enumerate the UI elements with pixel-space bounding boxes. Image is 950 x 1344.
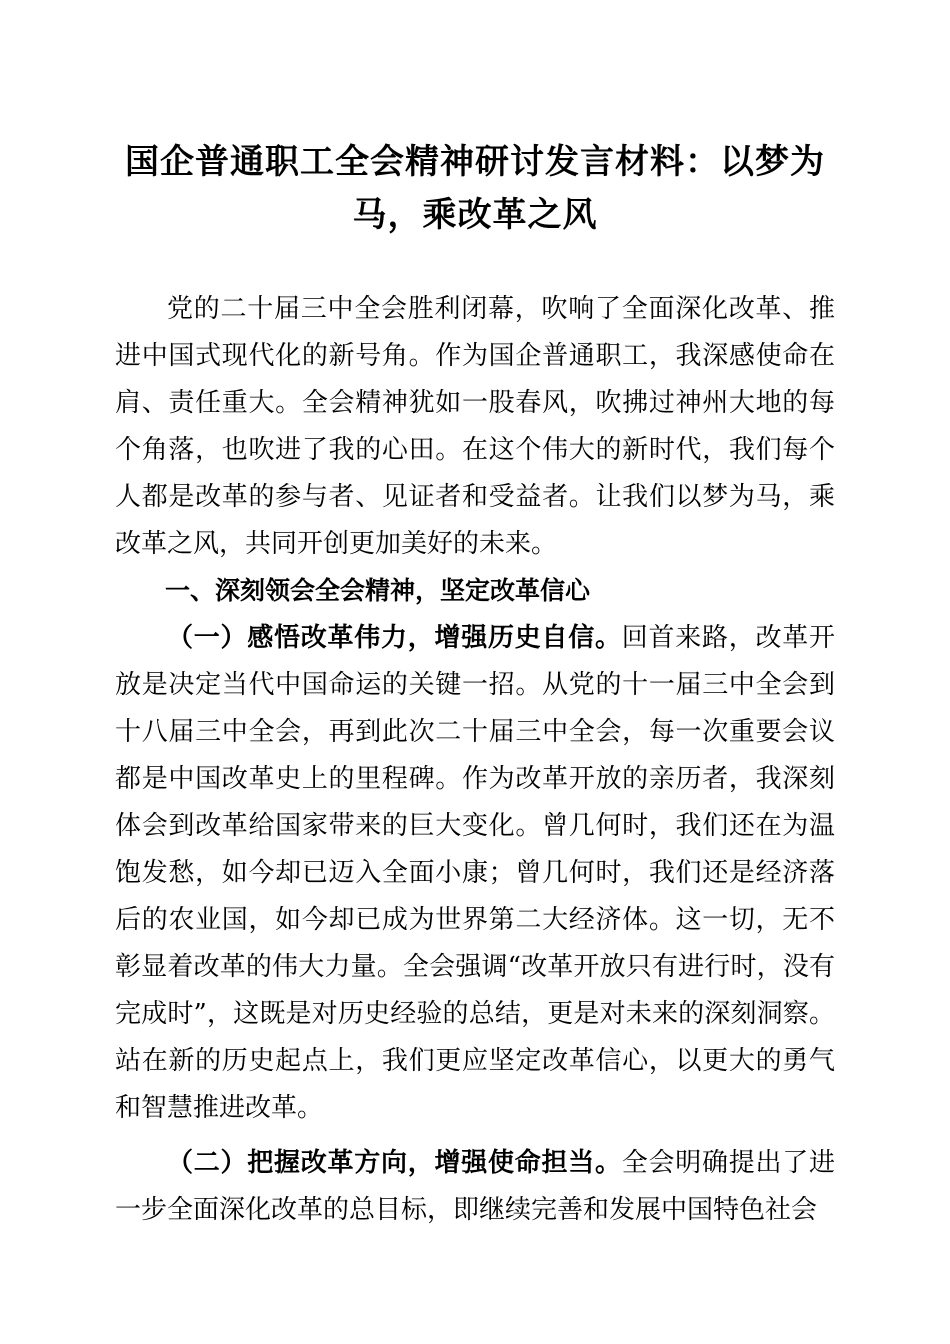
paragraph-1 (115, 615, 835, 1132)
section-heading-1: 一、深刻领会全会精神，坚定改革信心 (165, 577, 591, 605)
paragraph-2-lead: （二）把握改革方向，增强使命担当。 (167, 1148, 622, 1178)
document-title: 国企普通职工全会精神研讨发言材料：以梦为马，乘改革之风 (125, 143, 825, 234)
paragraph-1-text: 回首来路，改革开放是决定当代中国命运的关键一招。从党的十一届三中全会到十八届三中全会，再到此次二十届三中全会，每一次重要会议都是中国改革史上的里程碑。作为改革开放的亲历者，我深刻体会到改革给国家带来的巨大变化。曾几何时，我们还在为温饱发愁，如今却已迈入全面小康；曾几何时，我们还是经济落后的农业国，如今却已成为世界第二大经济体。这一切，无不彰显着改革的伟大力量。全会强调“改革开放只有进行时，没有完成时”，这既是对历史经验的总结，更是对未来的深刻洞察。站在新的历史起点上，我们更应坚定改革信心，以更大的勇气和智慧推进改革。 (115, 623, 835, 1123)
paragraph-2 (115, 1140, 835, 1234)
paragraph-2-text: 全会明确提出了进一步全面深化改革的总目标，即继续完善和发展中国特色社会 (115, 1148, 835, 1225)
paragraph-1-lead: （一）感悟改革伟力，增强历史自信。 (167, 623, 622, 653)
intro-paragraph: 党的二十届三中全会胜利闭幕，吹响了全面深化改革、推进中国式现代化的新号角。作为国企普通职工，我深感使命在肩、责任重大。全会精神犹如一股春风，吹拂过神州大地的每个角落，也吹进了我的心田。在这个伟大的新时代，我们每个人都是改革的参与者、见证者和受益者。让我们以梦为马，乘改革之风，共同开创更加美好的未来。 (115, 294, 835, 559)
